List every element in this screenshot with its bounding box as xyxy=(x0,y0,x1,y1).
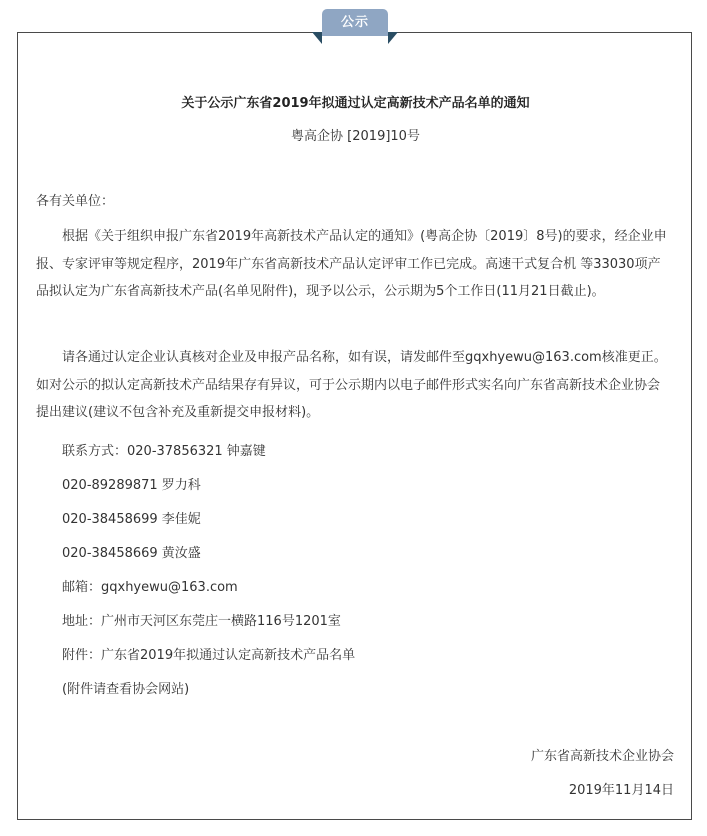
section-tab-label: 公示 xyxy=(322,9,388,36)
attachment-note: (附件请查看协会网站) xyxy=(62,682,190,697)
phone-line-3: 020-38458669 黄汝盛 xyxy=(62,546,201,561)
tab-fold-right xyxy=(388,32,398,44)
document-number: 粤高企协 [2019]10号 xyxy=(291,129,420,144)
salutation: 各有关单位： xyxy=(36,194,115,209)
signature-organization: 广东省高新技术企业协会 xyxy=(530,749,674,764)
tab-fold-left xyxy=(312,32,322,44)
section-tab xyxy=(322,9,388,45)
signature-date: 2019年11月14日 xyxy=(568,783,674,798)
notice-title: 关于公示广东省2019年拟通过认定高新技术产品名单的通知 xyxy=(181,96,530,111)
email-line: 邮箱：gqxhyewu@163.com xyxy=(62,580,238,595)
phone-line-1: 020-89289871 罗力科 xyxy=(62,478,201,493)
attachment-line: 附件：广东省2019年拟通过认定高新技术产品名单 xyxy=(62,648,356,663)
address-line: 地址：广州市天河区东莞庄一横路116号1201室 xyxy=(62,614,341,629)
paragraph-1: 根据《关于组织申报广东省2019年高新技术产品认定的通知》(粤高企协〔2019〕8号)的要求，经企业申报、专家评审等规定程序，2019年广东省高新技术产品认定评审工作已完成。高速干式复合机 等33030项产品拟认定为广东省高新技术产品(名单见附件)，现予以公示，公示期为5个工作日(11月21日截止)。 xyxy=(36,229,667,299)
contact-line: 联系方式：020-37856321 钟嘉键 xyxy=(62,444,266,459)
paragraph-2: 请各通过认定企业认真核对企业及申报产品名称，如有误，请发邮件至gqxhyewu@163.com核准更正。如对公示的拟认定高新技术产品结果存有异议，可于公示期内以电子邮件形式实名向广东省高新技术企业协会提出建议(建议不包含补充及重新提交申报材料)。 xyxy=(36,350,667,420)
phone-line-2: 020-38458699 李佳妮 xyxy=(62,512,201,527)
